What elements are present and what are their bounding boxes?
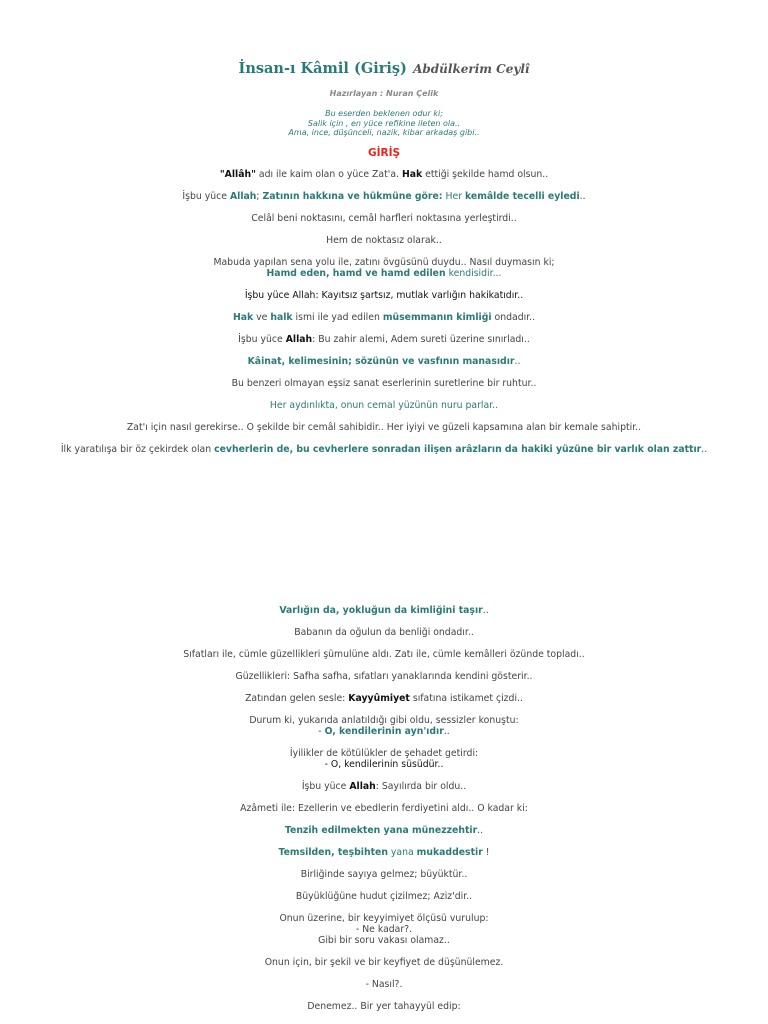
paragraph-1: "Allâh" adı ile kaim olan o yüce Zat'a. Hak ettiği şekilde hamd olsun.. <box>219 169 549 180</box>
paragraph-23: Tenzih edilmekten yana münezzehtir.. <box>284 825 484 836</box>
verse-line: Bu eserden beklenen odur ki; <box>325 109 443 118</box>
paragraph-21: İşbu yüce Allah: Sayılırda bir oldu.. <box>301 781 467 792</box>
paragraph-29: - Nasıl?. <box>365 979 403 990</box>
paragraph-6: İşbu yüce Allah: Kayıtsız şartsız, mutlak varlığın hakikatıdır.. <box>244 290 524 301</box>
document-title <box>0 60 768 77</box>
paragraph-17: Güzellikleri: Safha safha, sıfatları yanaklarında kendini gösterir.. <box>235 671 533 682</box>
intro-verse <box>0 109 768 138</box>
paragraph-30: Denemez.. Bir yer tahayyül edip: <box>307 1001 461 1012</box>
paragraph-12: Zat'ı için nasıl gerekirse.. O şekilde bir cemâl sahibidir.. Her iyiyi ve güzeli kapsamına alan bir kemale sahiptir.. <box>126 422 642 433</box>
section-heading: GİRİŞ <box>367 147 401 159</box>
paragraph-15: Babanın da oğulun da benliği ondadır.. <box>294 627 474 638</box>
title-author: Abdülkerim Ceylî <box>413 62 530 76</box>
verse-line: Salik için , en yüce refikine ileten ola.. <box>307 118 461 128</box>
paragraph-28: Onun için, bir şekil ve bir keyfiyet de düşünülemez. <box>264 957 504 968</box>
paragraph-25: Birliğinde sayıya gelmez; büyüktür.. <box>300 869 468 880</box>
paragraph-19: Durum ki, yukarıda anlatıldığı gibi oldu, sessizler konuştu: - O, kendilerinin ayn'ıdır.. <box>249 715 519 737</box>
paragraph-20: İyilikler de kötülükler de şehadet getirdi: - O, kendilerinin süsüdür.. <box>289 748 479 770</box>
paragraph-26: Büyüklüğüne hudut çizilmez; Aziz'dir.. <box>295 891 473 902</box>
paragraph-7: Hak ve halk ismi ile yad edilen müsemmanın kimliği ondadır.. <box>232 312 536 323</box>
paragraph-27: Onun üzerine, bir keyyimiyet ölçüsü vurulup: - Ne kadar?. Gibi bir soru vakası olamaz.. <box>279 913 489 946</box>
paragraph-14: Varlığın da, yokluğun da kimliğini taşır.. <box>279 605 489 616</box>
prepared-by: Hazırlayan : Nuran Çelik <box>329 89 439 98</box>
paragraph-18: Zatından gelen sesle: Kayyûmiyet sıfatına istikamet çizdi.. <box>245 693 523 704</box>
paragraph-13: İlk yaratılışa bir öz çekirdek olan cevherlerin de, bu cevherlere sonradan ilişen arâzların da hakiki yüzüne bir varlık olan zattır.. <box>60 444 708 455</box>
paragraph-9: Kâinat, kelimesinin; sözünün ve vasfının manasıdır.. <box>247 356 521 367</box>
paragraph-4: Hem de noktasız olarak.. <box>326 235 442 246</box>
verse-line: Ama, ince, düşünceli, nazik, kibar arkadaş gibi.. <box>288 128 480 137</box>
paragraph-2: İşbu yüce Allah; Zatının hakkına ve hükmüne göre: Her kemâlde tecelli eyledi.. <box>182 191 586 202</box>
paragraph-10: Bu benzeri olmayan eşsiz sanat eserlerinin suretlerine bir ruhtur.. <box>231 378 537 389</box>
paragraph-8: İşbu yüce Allah: Bu zahir alemi, Adem sureti üzerine sınırladı.. <box>238 334 530 345</box>
paragraph-22: Azâmeti ile: Ezellerin ve ebedlerin ferdiyetini aldı.. O kadar ki: <box>240 803 528 814</box>
title-main: İnsan-ı Kâmil (Giriş) <box>238 60 407 77</box>
paragraph-11: Her aydınlıkta, onun cemal yüzünün nuru parlar.. <box>269 400 499 411</box>
paragraph-16: Sıfatları ile, cümle güzellikleri şümulüne aldı. Zatı ile, cümle kemâlleri özünde topladı.. <box>183 649 585 660</box>
paragraph-24: Temsilden, teşbihten yana mukaddestir ! <box>278 847 490 858</box>
paragraph-5: Mabuda yapılan sena yolu ile, zatını övgüsünü duydu.. Nasıl duymasın ki; Hamd eden, hamd ve hamd edilen kendisidir... <box>213 257 555 279</box>
paragraph-3: Celâl beni noktasını, cemâl harfleri noktasına yerleştirdi.. <box>251 213 517 224</box>
